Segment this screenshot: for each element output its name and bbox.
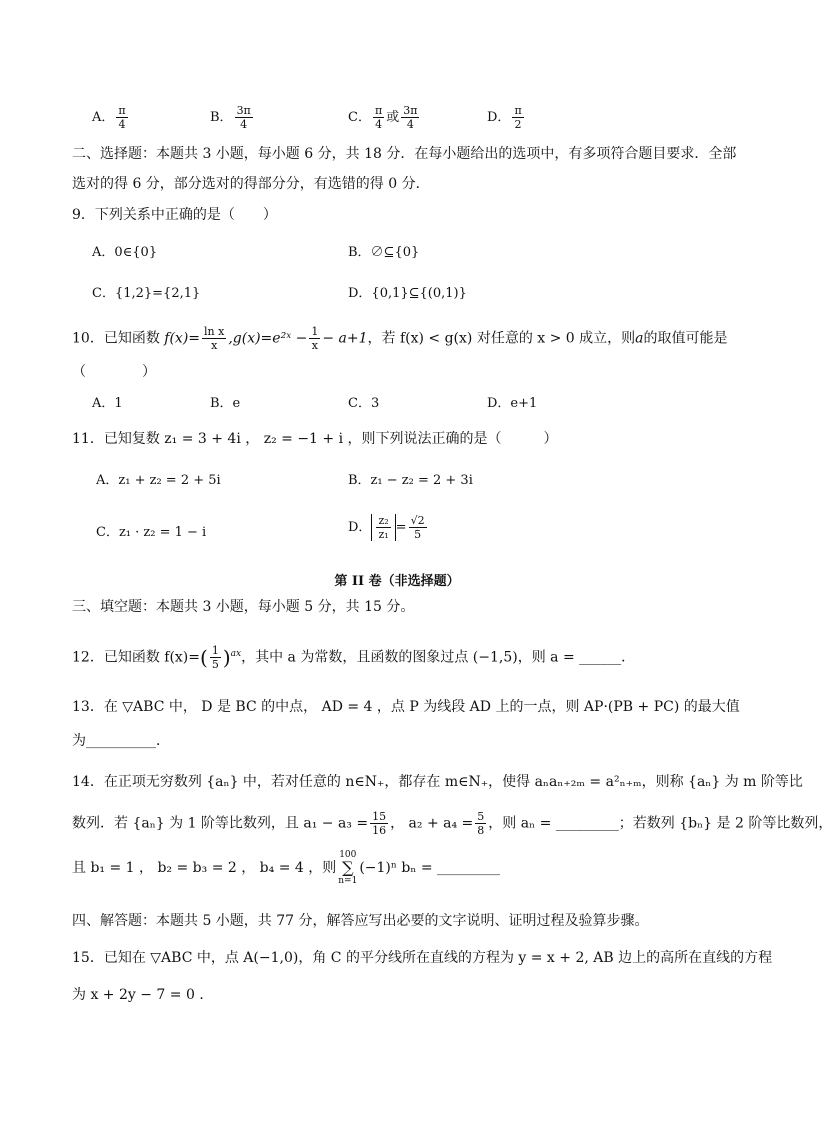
q15-line-2: 为 x + 2y − 7 = 0 ．	[72, 987, 214, 1003]
section-4-header: 四、解答题：本题共 5 小题，共 77 分，解答应写出必要的文字说明、证明过程及验算步骤。	[72, 913, 649, 929]
q11-option-b: B．z₁ − z₂ = 2 + 3i	[348, 473, 473, 488]
q11-stem: 11．已知复数 z₁ = 3 + 4i ， z₂ = −1 + i ，则下列说法正确的是（ ）	[72, 431, 558, 447]
q8-option-c: C． $\frac{\pi}{4}$ 或 $\frac{3\pi}{4}$	[348, 104, 418, 131]
q9-option-a: A．0∈{0}	[92, 245, 158, 260]
q10-option-a: A．1	[92, 396, 123, 411]
q9-option-d: D．{0,1}⊆{(0,1)}	[348, 286, 467, 301]
q14-line-1: 14．在正项无穷数列 {aₙ} 中，若对任意的 n∈N₊，都存在 m∈N₊，使得 aₙaₙ₊₂ₘ = a²ₙ₊ₘ，则称 {aₙ} 为 m 阶等比	[72, 774, 803, 790]
q11-option-d: D． $\frac{\text{z₂}}{\text{z₁}}$ = $\frac{√2}{5}$	[348, 514, 425, 541]
q14-line-2: 数列．若 {aₙ} 为 1 阶等比数列，且 a₁ − a₃ = $\frac{15}{16}$ ， a₂ + a₄ = $\frac{5}{8}$ ，则 aₙ = _________；若数列 {bₙ} 是 2 阶等比数列，	[72, 810, 832, 837]
q9-stem: 9．下列关系中正确的是（ ）	[72, 207, 277, 223]
q13-line-1: 13．在 ▽ABC 中， D 是 BC 的中点， AD = 4 ，点 P 为线段 AD 上的一点，则 AP·(PB + PC) 的最大值	[72, 699, 740, 715]
q10-option-b: B．e	[210, 396, 241, 411]
q9-option-c: C．{1,2}={2,1}	[92, 286, 201, 301]
q14-line-3: 且 b₁ = 1 ， b₂ = b₃ = 2 ， b₄ = 4 ，则 100 ∑ n=1 (−1)ⁿ bₙ = _________	[72, 850, 501, 886]
q15-line-1: 15．已知在 ▽ABC 中，点 A(−1,0)，角 C 的平分线所在直线的方程为 y = x + 2, AB 边上的高所在直线的方程	[72, 950, 773, 966]
q11-option-c: C．z₁ · z₂ = 1 − i	[96, 525, 207, 540]
q13-line-2: 为__________．	[72, 733, 170, 749]
section-3-header: 三、填空题：本题共 3 小题，每小题 5 分，共 15 分。	[72, 599, 415, 615]
q8-option-a: A． $\frac{\pi}{4}$	[92, 104, 126, 131]
q10-paren: （ ）	[72, 364, 156, 380]
q10-option-d: D．e+1	[487, 396, 538, 411]
q11-option-a: A．z₁ + z₂ = 2 + 5i	[96, 473, 221, 488]
q8-option-d: D． $\frac{\pi}{2}$	[487, 104, 522, 131]
q12-stem: 12．已知函数 f(x)=( $\frac{1}{5}$ )$^{ax}$，其中 a 为常数，且函数的图象过点 (−1,5)，则 a = ______．	[72, 644, 636, 672]
section-2-line-2: 选对的得 6 分，部分选对的得部分分，有选错的得 0 分．	[72, 176, 430, 192]
q8-option-b: B． $\frac{3\pi}{4}$	[210, 104, 251, 131]
q9-option-b: B．∅⊆{0}	[348, 245, 420, 260]
q10-stem: 10．已知函数 f(x)= $\frac{\text{ln x}}{x}$ ,g(x)=e²ˣ − $\frac{1}{x}$ − a+1，若 f(x) < g(x) 对任意的 x > 0 成立，则a的取值可能是	[72, 325, 728, 352]
q10-option-c: C．3	[348, 396, 380, 411]
part-2-title: 第 II 卷（非选择题）	[334, 574, 460, 589]
section-2-line-1: 二、选择题：本题共 3 小题，每小题 6 分，共 18 分．在每小题给出的选项中，有多项符合题目要求．全部	[72, 146, 737, 162]
